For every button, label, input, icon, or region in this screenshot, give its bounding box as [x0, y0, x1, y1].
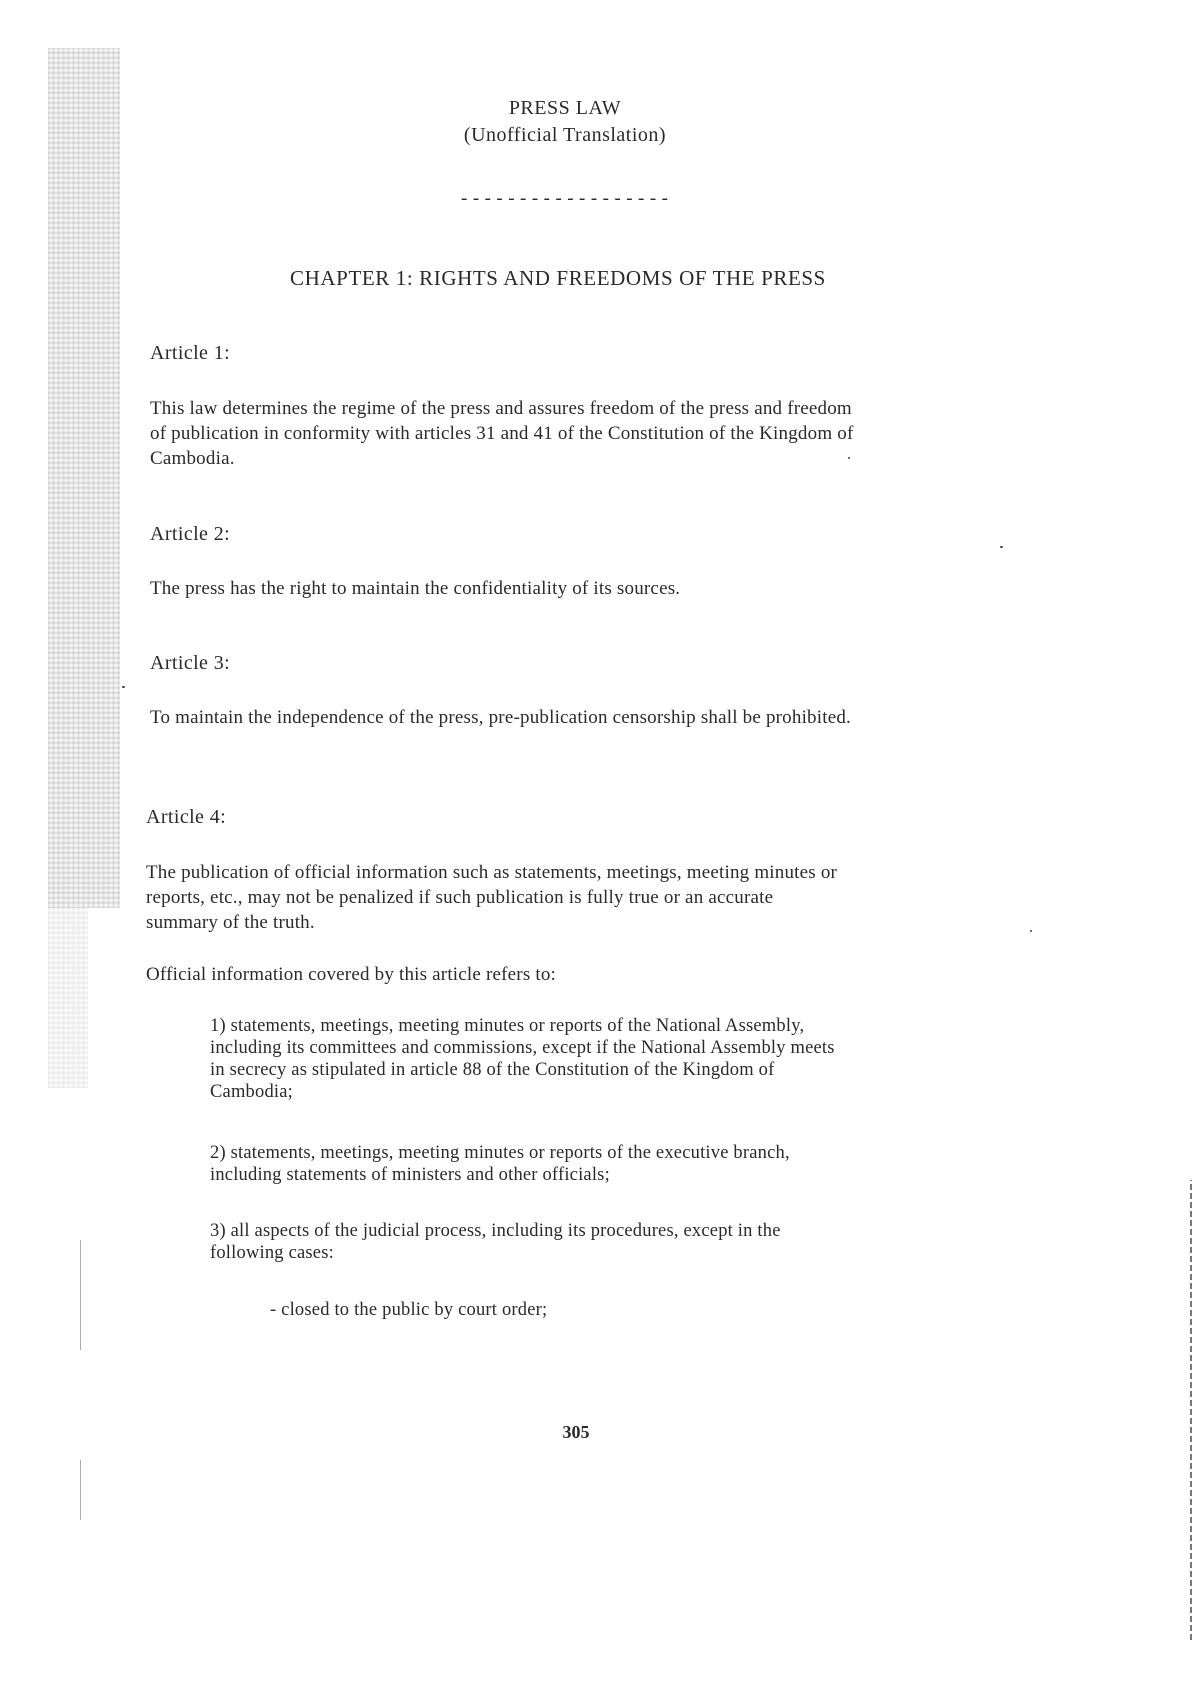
article-text: The press has the right to maintain the confidentiality of its sources. [150, 578, 681, 599]
title-separator: ------------------ [458, 190, 672, 210]
scan-left-tick [80, 1460, 81, 1520]
article-text-continued: Official information covered by this article refers to: [146, 964, 557, 985]
chapter-heading: CHAPTER 1: RIGHTS AND FREEDOMS OF THE PRESS [290, 266, 826, 290]
scan-right-edge-line [1190, 1180, 1192, 1640]
list-item: 2) statements, meetings, meeting minutes or reports of the executive branch, including statements of ministers and other officials; [210, 1143, 790, 1185]
page-number: 305 [562, 1422, 590, 1442]
scan-speck [122, 686, 125, 688]
scan-left-tick [80, 1240, 81, 1350]
document-title: PRESS LAW [508, 97, 622, 119]
scan-speck [1030, 930, 1032, 932]
article-text: The publication of official information such as statements, meetings, meeting minutes or reports, etc., may not be penalized if such publication is fully true or an accurate summary of the truth. [146, 862, 838, 933]
scan-edge-texture [48, 48, 120, 908]
article-heading: Article 1: [150, 342, 231, 364]
article-heading: Article 2: [150, 523, 231, 545]
list-item: 3) all aspects of the judicial process, including its procedures, except in the following cases: [210, 1221, 781, 1263]
list-item: 1) statements, meetings, meeting minutes or reports of the National Assembly, including its committees and commissions, except if the National Assembly meets in secrecy as stipulated in article 88 of the Constitution of the Kingdom of Cambodia; [210, 1016, 835, 1102]
scan-edge-texture-lower [48, 908, 88, 1088]
article-text: To maintain the independence of the press, pre-publication censorship shall be prohibited. [150, 707, 851, 728]
document-subtitle: (Unofficial Translation) [463, 124, 667, 146]
scan-speck [1000, 546, 1003, 548]
article-heading: Article 4: [146, 806, 227, 828]
article-text: This law determines the regime of the press and assures freedom of the press and freedom of publication in conformity with articles 31 and 41 of the Constitution of the Kingdom of Cambodia. [150, 398, 854, 469]
article-heading: Article 3: [150, 652, 231, 674]
sub-list-item: - closed to the public by court order; [270, 1300, 548, 1320]
